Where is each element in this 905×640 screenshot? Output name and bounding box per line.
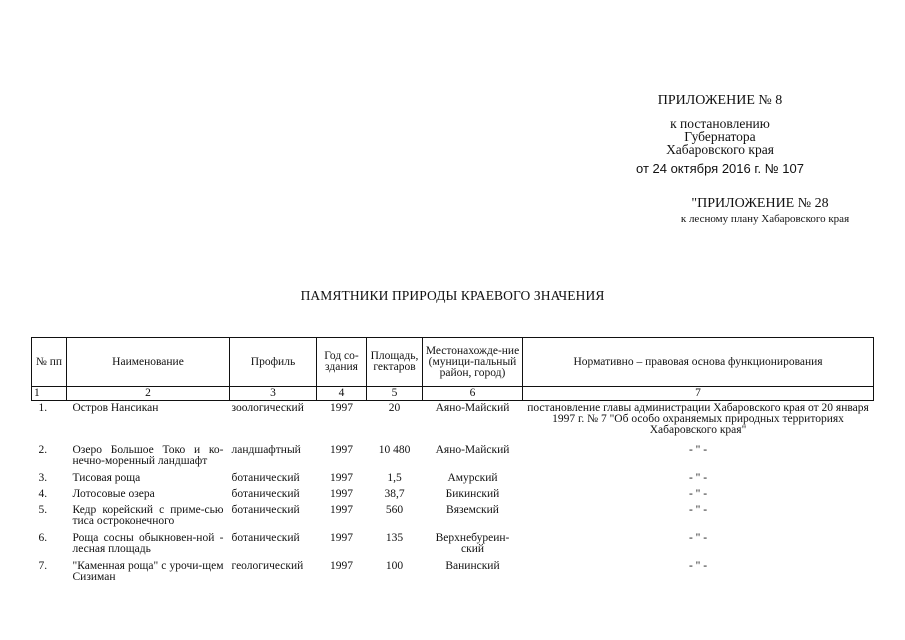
table-row <box>32 559 874 587</box>
row-profile: ландшафтный <box>231 444 301 456</box>
row-profile: ботанический <box>231 488 300 500</box>
header-profile: Профиль <box>230 338 317 387</box>
table-row <box>32 503 874 531</box>
appendix2-title: "ПРИЛОЖЕНИЕ № 28 <box>691 196 829 211</box>
row-name: Остров Нансикан <box>72 402 159 414</box>
appendix-block <box>620 94 820 175</box>
row-area: 1,5 <box>387 472 402 484</box>
row-num: 3. <box>38 472 48 484</box>
row-area: 20 <box>388 402 401 414</box>
row-location: Аяно-Майский <box>435 444 510 456</box>
row-num: 7. <box>38 560 48 572</box>
row-name: Озеро Большое Токо и ко-нечно-моренный ландшафт <box>72 444 224 467</box>
row-num: 4. <box>38 488 48 500</box>
column-number: 6 <box>423 387 523 401</box>
row-area: 135 <box>385 532 404 544</box>
row-area: 560 <box>385 504 404 516</box>
row-profile: ботанический <box>231 532 300 544</box>
row-area: 10 480 <box>378 444 411 456</box>
row-name: Кедр корейский с приме-сью тиса остроконечного <box>72 504 224 527</box>
column-number: 2 <box>67 387 230 401</box>
header-num: № пп <box>32 338 67 387</box>
column-number: 4 <box>317 387 367 401</box>
monuments-table <box>31 337 874 587</box>
row-basis: - " - <box>688 504 708 516</box>
row-name: "Каменная роща" с урочи-щем Сизиман <box>72 560 224 583</box>
row-year: 1997 <box>330 402 353 414</box>
row-basis: постановление главы администрации Хабаровского края от 20 января 1997 г. № 7 "Об особо охраняемых природных территориях Хабаровского края" <box>527 402 869 436</box>
header-location: Местонахожде-ние (муници-пальный район, город) <box>423 338 523 387</box>
header-name: Наименование <box>67 338 230 387</box>
row-num: 5. <box>38 504 48 516</box>
header-basis: Нормативно – правовая основа функционирования <box>523 338 874 387</box>
row-profile: геологический <box>231 560 304 572</box>
row-area: 100 <box>385 560 404 572</box>
row-basis: - " - <box>688 488 708 500</box>
row-area: 38,7 <box>384 488 405 500</box>
row-name: Лотосовые озера <box>72 488 155 500</box>
row-name: Роща сосны обыкновен-ной - лесная площадь <box>72 532 224 555</box>
appendix-date-number: от 24 октября 2016 г. № 107 <box>636 161 804 176</box>
row-year: 1997 <box>330 560 353 572</box>
row-profile: ботанический <box>231 504 300 516</box>
header-area: Площадь, гектаров <box>367 338 423 387</box>
row-name: Тисовая роща <box>72 472 141 484</box>
row-num: 2. <box>38 444 48 456</box>
appendix2-block <box>600 197 905 226</box>
document-title: ПАМЯТНИКИ ПРИРОДЫ КРАЕВОГО ЗНАЧЕНИЯ <box>300 288 605 303</box>
appendix-to-resolution: к постановлению <box>670 116 770 131</box>
row-location: Аяно-Майский <box>435 402 510 414</box>
table-row <box>32 531 874 559</box>
column-number: 3 <box>230 387 317 401</box>
appendix-authority: Губернатора <box>684 129 756 144</box>
row-year: 1997 <box>330 444 353 456</box>
table-row <box>32 401 874 444</box>
row-year: 1997 <box>330 532 353 544</box>
appendix-title: ПРИЛОЖЕНИЕ № 8 <box>657 93 783 108</box>
row-num: 6. <box>38 532 48 544</box>
row-year: 1997 <box>330 488 353 500</box>
row-location: Верхнебуреин-ский <box>435 532 510 555</box>
column-number: 7 <box>523 387 874 401</box>
row-basis: - " - <box>688 444 708 456</box>
row-num: 1. <box>38 402 48 414</box>
column-number-row <box>32 387 874 401</box>
appendix2-subtitle: к лесному плану Хабаровского края <box>680 213 850 225</box>
column-number: 1 <box>32 387 67 401</box>
row-location: Амурский <box>447 472 498 484</box>
table-row <box>32 443 874 471</box>
row-profile: ботанический <box>231 472 300 484</box>
header-year: Год со-здания <box>317 338 367 387</box>
column-number: 5 <box>367 387 423 401</box>
row-location: Ванинский <box>445 560 500 572</box>
row-basis: - " - <box>688 560 708 572</box>
table-row <box>32 487 874 503</box>
table-header-row <box>32 338 874 387</box>
row-basis: - " - <box>688 532 708 544</box>
row-basis: - " - <box>688 472 708 484</box>
row-location: Бикинский <box>445 488 500 500</box>
appendix-region: Хабаровского края <box>666 142 774 157</box>
row-year: 1997 <box>330 472 353 484</box>
table-row <box>32 471 874 487</box>
row-location: Вяземский <box>446 504 499 516</box>
row-year: 1997 <box>330 504 353 516</box>
row-profile: зоологический <box>231 402 304 414</box>
